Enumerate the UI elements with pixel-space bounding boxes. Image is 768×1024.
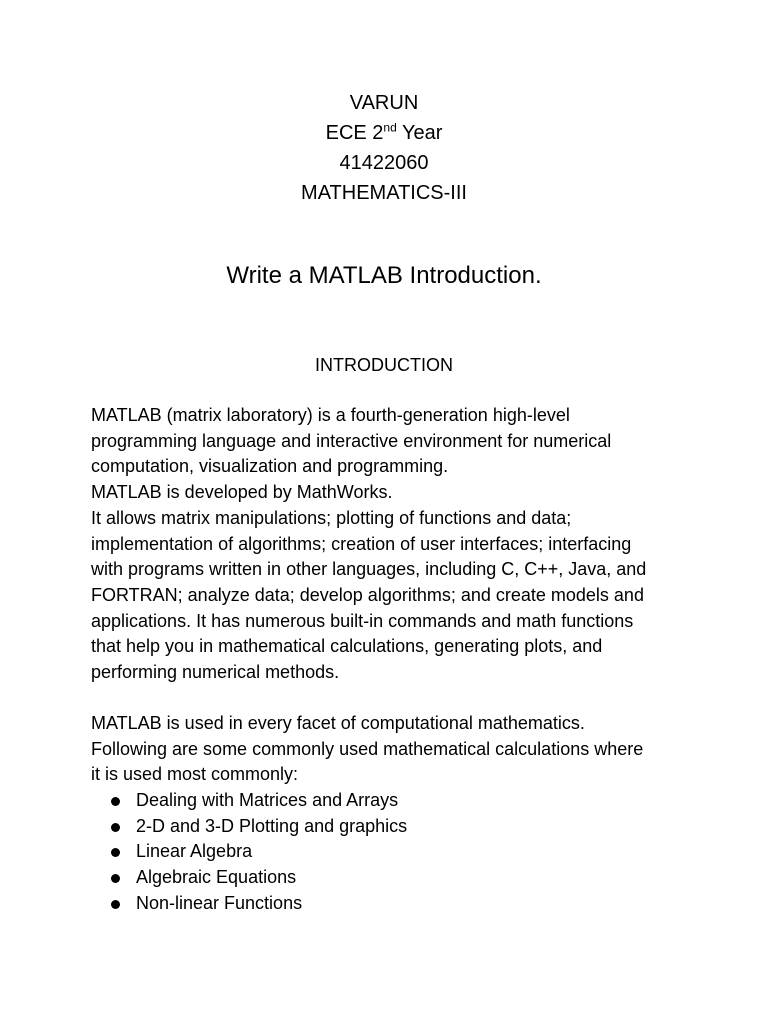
list-item — [111, 814, 407, 840]
paragraph-line: programming language and interactive environment for numerical — [91, 430, 612, 451]
usage-paragraph — [91, 711, 691, 788]
list-item-text: Algebraic Equations — [136, 867, 297, 888]
bullet-icon — [111, 797, 120, 806]
bullet-icon — [111, 823, 120, 832]
paragraph-line: computation, visualization and programming. — [91, 456, 449, 477]
section-heading: INTRODUCTION — [315, 355, 453, 375]
list-item — [111, 891, 407, 917]
paragraph-line: applications. It has numerous built-in commands and math functions — [91, 610, 634, 631]
document-title: Write a MATLAB Introduction. — [226, 262, 542, 289]
paragraph-line: FORTRAN; analyze data; develop algorithms; and create models and — [91, 584, 644, 605]
list-item — [111, 865, 407, 891]
bullet-icon — [111, 900, 120, 909]
paragraph-line: MATLAB (matrix laboratory) is a fourth-generation high-level — [91, 405, 570, 425]
paragraph-line: MATLAB is used in every facet of computational mathematics. — [91, 713, 585, 733]
list-item — [111, 839, 407, 865]
paragraph-line: It allows matrix manipulations; plotting of functions and data; — [91, 507, 572, 528]
subject-name: MATHEMATICS-III — [301, 182, 467, 204]
list-item-text: Dealing with Matrices and Arrays — [136, 790, 399, 810]
list-item-text: Linear Algebra — [136, 841, 253, 862]
roll-number: 41422060 — [339, 152, 429, 174]
list-item — [111, 788, 407, 814]
paragraph-line: implementation of algorithms; creation of user interfaces; interfacing — [91, 533, 632, 554]
list-item-text: 2-D and 3-D Plotting and graphics — [136, 815, 408, 836]
paragraph-line: MATLAB is developed by MathWorks. — [91, 482, 393, 503]
paragraph-line: performing numerical methods. — [91, 662, 340, 683]
paragraph-line: Following are some commonly used mathematical calculations where — [91, 738, 644, 759]
paragraph-line: that help you in mathematical calculations, generating plots, and — [91, 636, 603, 657]
usage-bullet-list — [111, 788, 407, 917]
list-item-text: Non-linear Functions — [136, 892, 303, 913]
paragraph-line: it is used most commonly: — [91, 764, 299, 785]
student-header — [0, 88, 768, 208]
ordinal-suffix: nd — [383, 120, 397, 135]
branch-text: ECE 2 — [325, 122, 384, 144]
bullet-icon — [111, 848, 120, 857]
paragraph-line: with programs written in other languages, including C, C++, Java, and — [91, 559, 647, 580]
intro-paragraph — [91, 403, 691, 686]
student-name: VARUN — [349, 92, 419, 114]
year-text: Year — [396, 122, 443, 144]
bullet-icon — [111, 874, 120, 883]
student-branch-year — [0, 118, 768, 148]
